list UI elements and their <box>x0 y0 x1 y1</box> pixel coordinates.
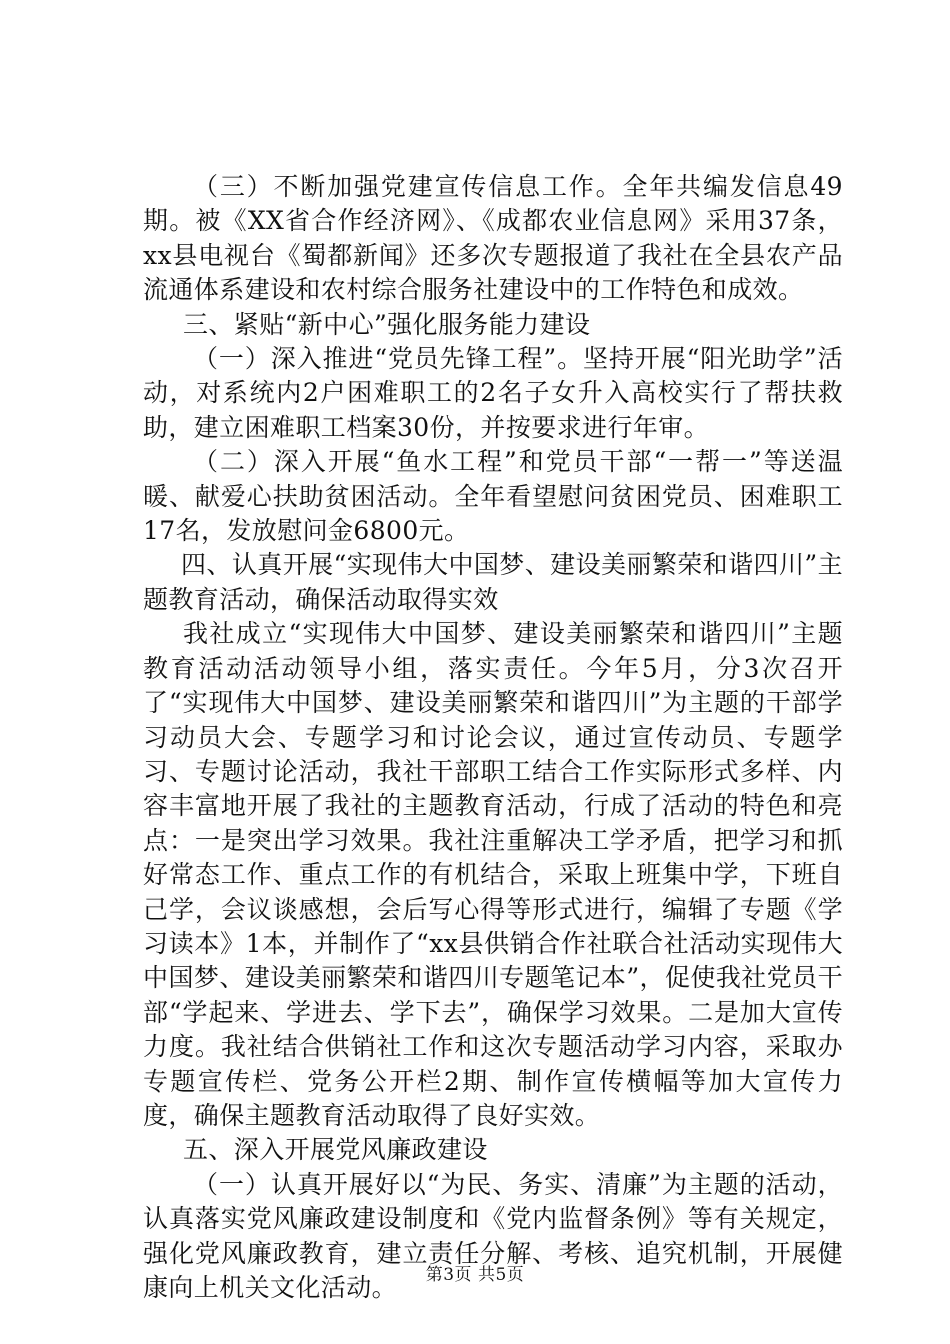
document-body <box>143 170 843 1305</box>
paragraph-clean-government: （一）认真开展好以“为民、务实、清廉”为主题的活动，认真落实党风廉政建设制度和《党内监督条例》等有关规定，强化党风廉政教育，建立责任分解、考核、追究机制，开展健康向上机关文化活动。 <box>143 1169 843 1302</box>
paragraph-fish-water-project: （二）深入开展“鱼水工程”和党员干部“一帮一”等送温暖、献爱心扶助贫困活动。全年看望慰问贫困党员、困难职工17名，发放慰问金6800元。 <box>143 447 843 546</box>
paragraph-pioneer-project: （一）深入推进“党员先锋工程”。坚持开展“阳光助学”活动，对系统内2户困难职工的2名子女升入高校实行了帮扶救助，建立困难职工档案30份，并按要求进行年审。 <box>143 344 843 442</box>
paragraph-party-publicity: （三）不断加强党建宣传信息工作。全年共编发信息49期。被《XX省合作经济网》、《成都农业信息网》采用37条，xx县电视台《蜀都新闻》还多次专题报道了我社在全县农产品流通体系建设和农村综合服务社建设中的工作特色和成效。 <box>143 172 843 305</box>
heading-section-four: 四、认真开展“实现伟大中国梦、建设美丽繁荣和谐四川”主题教育活动，确保活动取得实效 <box>143 550 843 614</box>
paragraph-theme-education: 我社成立“实现伟大中国梦、建设美丽繁荣和谐四川”主题教育活动活动领导小组，落实责任。今年5月，分3次召开了“实现伟大中国梦、建设美丽繁荣和谐四川”为主题的干部学习动员大会、专题学习和讨论会议，通过宣传动员、专题学习、专题讨论活动，我社干部职工结合工作实际形式多样、内容丰富地开展了我社的主题教育活动，行成了活动的特色和亮点：一是突出学习效果。我社注重解决工学矛盾，把学习和抓好常态工作、重点工作的有机结合，采取上班集中学，下班自己学，会议谈感想，会后写心得等形式进行，编辑了专题《学习读本》1本，并制作了“xx县供销合作社联合社活动实现伟大中国梦、建设美丽繁荣和谐四川专题笔记本”，促使我社党员干部“学起来、学进去、学下去”，确保学习效果。二是加大宣传力度。我社结合供销社工作和这次专题活动学习内容，采取办专题宣传栏、党务公开栏2期、制作宣传横幅等加大宣传力度，确保主题教育活动取得了良好实效。 <box>143 619 843 1130</box>
heading-section-three: 三、紧贴“新中心”强化服务能力建设 <box>183 309 591 339</box>
page-number-footer: 第3页 共5页 <box>425 1265 525 1285</box>
heading-section-five: 五、深入开展党风廉政建设 <box>183 1135 488 1165</box>
